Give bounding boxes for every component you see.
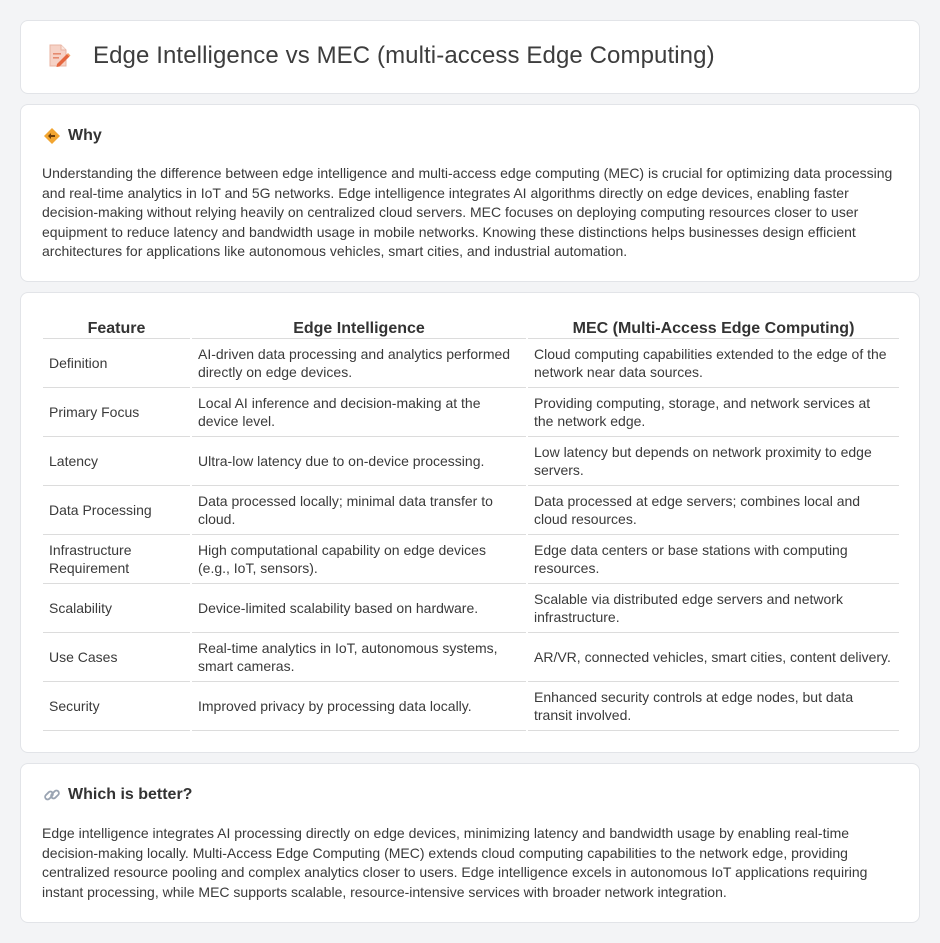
mec-cell: Enhanced security controls at edge nodes, but data transit involved. xyxy=(527,681,899,730)
which-better-paragraph: Edge intelligence integrates AI processing directly on edge devices, minimizing latency and bandwidth usage by enabling real-time decision-making locally. Multi-Access Edge Computing (MEC) extends cloud computing capabilities to the network edge, providing centralized resource pooling and complex analytics closer to users. Edge intelligence excels in autonomous IoT applications requiring instant processing, while MEC supports scalable, resource-intensive services with broader network integration. xyxy=(42,825,868,900)
header-edge-intelligence: Edge Intelligence xyxy=(191,316,527,338)
mec-cell: AR/VR, connected vehicles, smart cities, content delivery. xyxy=(527,632,899,681)
table-row xyxy=(43,583,899,632)
mec-cell: Cloud computing capabilities extended to the edge of the network near data sources. xyxy=(527,338,899,387)
title-card xyxy=(20,20,920,94)
document-edit-icon xyxy=(47,43,71,69)
why-paragraph: Understanding the difference between edge intelligence and multi-access edge computing (MEC) is crucial for optimizing data processing and real-time analytics in IoT and 5G networks. Edge intelligence integrates AI algorithms directly on edge devices, enabling faster decision-making without relying heavily on centralized cloud servers. MEC focuses on deploying computing resources closer to user equipment to reduce latency and bandwidth usage in mobile networks. Knowing these distinctions helps businesses design efficient architectures for applications like autonomous vehicles, smart cities, and industrial automation. xyxy=(42,165,893,260)
table-row xyxy=(43,436,899,485)
table-row xyxy=(43,485,899,534)
feature-cell: Use Cases xyxy=(43,632,191,681)
feature-cell: Latency xyxy=(43,436,191,485)
mec-cell: Providing computing, storage, and network services at the network edge. xyxy=(527,387,899,436)
feature-cell: Definition xyxy=(43,338,191,387)
why-card xyxy=(20,104,920,282)
edge-intelligence-cell: AI-driven data processing and analytics performed directly on edge devices. xyxy=(191,338,527,387)
edge-intelligence-cell: Ultra-low latency due to on-device processing. xyxy=(191,436,527,485)
edge-intelligence-cell: Real-time analytics in IoT, autonomous systems, smart cameras. xyxy=(191,632,527,681)
diamond-arrows-icon xyxy=(43,127,61,145)
edge-intelligence-cell: Data processed locally; minimal data transfer to cloud. xyxy=(191,485,527,534)
feature-cell: Security xyxy=(43,681,191,730)
which-better-card xyxy=(20,763,920,923)
table-row xyxy=(43,681,899,730)
comparison-card xyxy=(20,292,920,753)
table-row xyxy=(43,387,899,436)
mec-cell: Data processed at edge servers; combines local and cloud resources. xyxy=(527,485,899,534)
edge-intelligence-cell: Improved privacy by processing data locally. xyxy=(191,681,527,730)
header-mec: MEC (Multi-Access Edge Computing) xyxy=(527,316,899,338)
table-header-row xyxy=(43,316,899,338)
page-title: Edge Intelligence vs MEC (multi-access Edge Computing) xyxy=(93,42,715,69)
title-row xyxy=(47,42,715,70)
feature-cell: Data Processing xyxy=(43,485,191,534)
feature-cell: Scalability xyxy=(43,583,191,632)
why-heading: Why xyxy=(68,127,102,144)
feature-cell: Infrastructure Requirement xyxy=(43,534,191,583)
table-row xyxy=(43,338,899,387)
mec-cell: Low latency but depends on network proximity to edge servers. xyxy=(527,436,899,485)
table-row xyxy=(43,534,899,583)
mec-cell: Edge data centers or base stations with computing resources. xyxy=(527,534,899,583)
edge-intelligence-cell: High computational capability on edge devices (e.g., IoT, sensors). xyxy=(191,534,527,583)
link-icon xyxy=(43,786,61,804)
why-header xyxy=(43,127,102,145)
comparison-table xyxy=(43,316,899,731)
edge-intelligence-cell: Local AI inference and decision-making at the device level. xyxy=(191,387,527,436)
which-better-header xyxy=(43,786,192,804)
which-better-heading: Which is better? xyxy=(68,786,193,803)
feature-cell: Primary Focus xyxy=(43,387,191,436)
edge-intelligence-cell: Device-limited scalability based on hardware. xyxy=(191,583,527,632)
header-feature: Feature xyxy=(43,316,191,338)
table-row xyxy=(43,632,899,681)
mec-cell: Scalable via distributed edge servers and network infrastructure. xyxy=(527,583,899,632)
